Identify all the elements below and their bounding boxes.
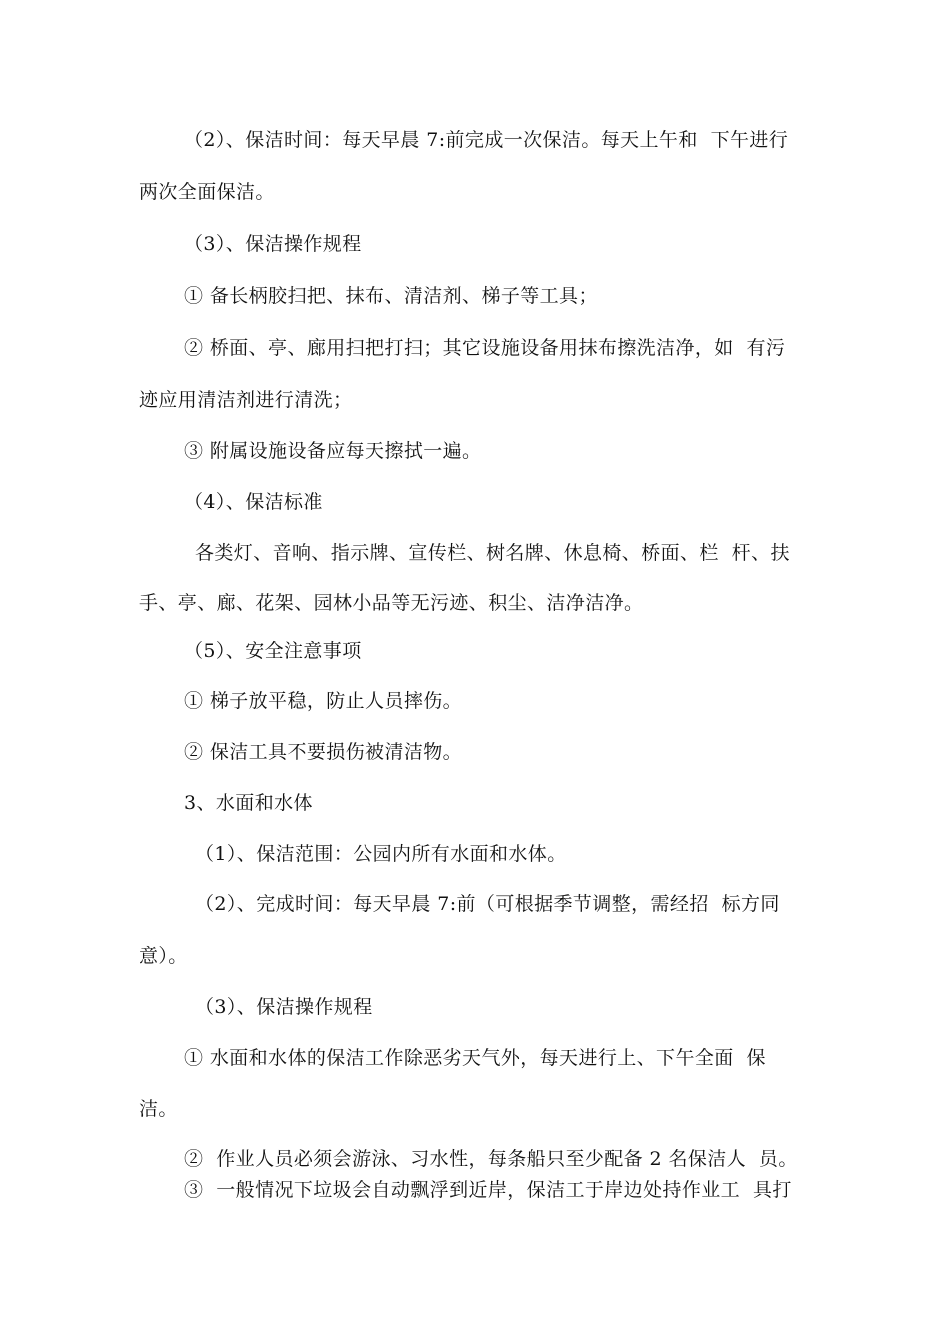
section-heading: （5）、安全注意事项 xyxy=(184,640,362,662)
list-item: ② 保洁工具不要损伤被清洁物。 xyxy=(184,741,463,763)
list-item: ① 梯子放平稳，防止人员摔伤。 xyxy=(184,690,463,712)
paragraph-line: 各类灯、音响、指示牌、宣传栏、树名牌、休息椅、桥面、栏 杆、扶 xyxy=(195,542,790,564)
paragraph-line: 手、亭、廊、花架、园林小品等无污迹、积尘、洁净洁净。 xyxy=(139,592,644,614)
chapter-heading: 3、水面和水体 xyxy=(184,792,313,814)
list-item: ① 备长柄胶扫把、抹布、清洁剂、梯子等工具； xyxy=(184,285,598,307)
paragraph-line: （2）、保洁时间：每天早晨 7:前完成一次保洁。每天上午和 下午进行 xyxy=(184,129,789,151)
paragraph-line: 迹应用清洁剂进行清洗； xyxy=(139,389,353,411)
list-item: ① 水面和水体的保洁工作除恶劣天气外，每天进行上、下午全面 保 xyxy=(184,1047,766,1069)
section-heading: （4）、保洁标准 xyxy=(184,491,323,513)
section-heading: （3）、保洁操作规程 xyxy=(195,996,373,1018)
section-heading: （3）、保洁操作规程 xyxy=(184,233,362,255)
list-item: ③ 附属设施设备应每天擦拭一遍。 xyxy=(184,440,482,462)
paragraph-line: （2）、完成时间：每天早晨 7:前（可根据季节调整，需经招 标方同 xyxy=(195,893,780,915)
paragraph-line: 两次全面保洁。 xyxy=(139,181,275,203)
list-item: ③ 一般情况下垃圾会自动飘浮到近岸，保洁工于岸边处持作业工 具打 xyxy=(184,1179,792,1201)
paragraph-line: 意）。 xyxy=(139,945,188,967)
paragraph-line: 洁。 xyxy=(139,1098,178,1120)
list-item: ② 作业人员必须会游泳、习水性，每条船只至少配备 2 名保洁人 员。 xyxy=(184,1148,798,1170)
section-heading: （1）、保洁范围：公园内所有水面和水体。 xyxy=(195,843,567,865)
list-item: ② 桥面、亭、廊用扫把打扫；其它设施设备用抹布擦洗洁净，如 有污 xyxy=(184,337,786,359)
